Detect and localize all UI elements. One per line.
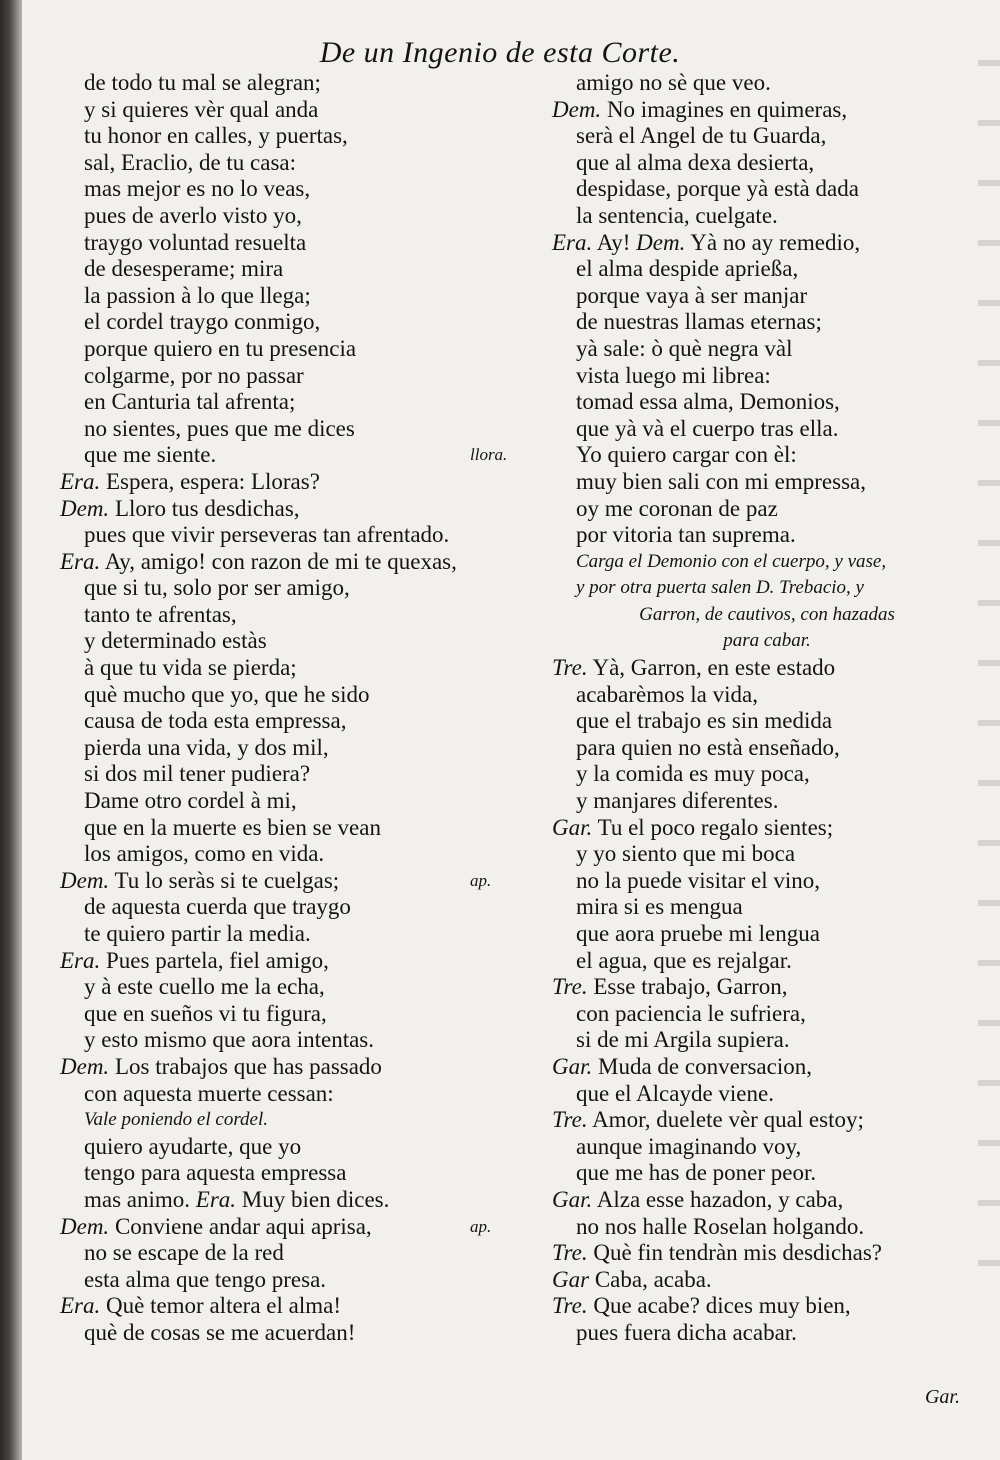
verse-text: Muda de conversacion, — [598, 1053, 812, 1079]
aside-marker: llora. — [470, 445, 508, 465]
verse-line — [60, 336, 530, 363]
verse-line — [552, 1054, 982, 1081]
verse-line — [552, 868, 982, 895]
speaker-label: Dem. — [552, 96, 602, 122]
verse-line — [60, 309, 530, 336]
verse-line — [552, 442, 982, 469]
verse-line — [552, 176, 982, 203]
verse-text: el alma despide aprießa, — [576, 256, 799, 282]
verse-line — [60, 256, 530, 283]
verse-line — [60, 1027, 530, 1054]
verse-text: porque vaya à ser manjar — [576, 282, 808, 308]
verse-text: que en sueños vi tu figura, — [84, 1000, 327, 1026]
verse-text: à que tu vida se pierda; — [84, 655, 297, 681]
verse-line — [552, 496, 982, 523]
verse-text: serà el Angel de tu Guarda, — [576, 123, 827, 149]
speaker-label: Dem. — [636, 229, 686, 255]
verse-text: de nuestras llamas eternas; — [576, 309, 822, 335]
verse-line — [552, 1240, 982, 1267]
verse-text: pues de averlo visto yo, — [84, 202, 302, 228]
verse-line — [60, 549, 530, 576]
verse-text: què mucho que yo, que he sido — [84, 681, 370, 707]
verse-line — [552, 256, 982, 283]
verse-text: mas animo. — [84, 1186, 191, 1212]
verse-line — [60, 655, 530, 682]
verse-text: porque quiero en tu presencia — [84, 335, 357, 361]
verse-text: que me has de poner peor. — [576, 1160, 817, 1186]
verse-text: Carga el Demonio con el cuerpo, y vase, — [576, 550, 887, 572]
verse-line — [60, 1240, 530, 1267]
speaker-label: Era. — [552, 229, 593, 255]
verse-text: colgarme, por no passar — [84, 362, 304, 388]
aside-marker: ap. — [470, 1216, 492, 1236]
verse-line — [552, 921, 982, 948]
verse-text: en Canturia tal afrenta; — [84, 389, 296, 415]
verse-line — [60, 868, 530, 895]
catchword: Gar. — [924, 1386, 960, 1408]
verse-line — [552, 97, 982, 124]
verse-line — [60, 735, 530, 762]
verse-text: què de cosas se me acuerdan! — [84, 1319, 356, 1345]
verse-line — [60, 841, 530, 868]
verse-line — [552, 815, 982, 842]
verse-line — [60, 283, 530, 310]
verse-text: Tu lo seràs si te cuelgas; — [114, 867, 340, 893]
verse-line — [60, 1320, 530, 1347]
running-title: De un Ingenio de esta Corte. — [319, 36, 681, 69]
verse-text: no sientes, pues que me dices — [84, 415, 355, 441]
verse-line — [60, 1001, 530, 1028]
verse-line — [552, 735, 982, 762]
verse-text: tu honor en calles, y puertas, — [84, 123, 348, 149]
verse-text: Amor, duelete vèr qual estoy; — [592, 1107, 864, 1133]
verse-text: traygo voluntad resuelta — [84, 229, 307, 255]
verse-text: que yà và el cuerpo tras ella. — [576, 415, 839, 441]
verse-line — [552, 788, 982, 815]
verse-text: y à este cuello me la echa, — [84, 974, 325, 1000]
verse-line — [552, 230, 982, 257]
verse-line — [60, 974, 530, 1001]
verse-text: si de mi Argila supiera. — [576, 1027, 790, 1053]
verse-line — [60, 894, 530, 921]
verse-text: por vitoria tan suprema. — [576, 522, 796, 548]
verse-text: mira si es mengua — [576, 894, 743, 920]
verse-text: Vale poniendo el cordel. — [84, 1109, 268, 1131]
verse-line — [60, 97, 530, 124]
verse-line — [552, 336, 982, 363]
speaker-label: Dem. — [60, 867, 110, 893]
verse-text: muy bien sali con mi empressa, — [576, 468, 866, 494]
verse-line — [552, 708, 982, 735]
verse-text: y la comida es muy poca, — [576, 761, 810, 787]
verse-line — [60, 123, 530, 150]
stage-direction — [60, 1107, 530, 1134]
verse-line — [552, 469, 982, 496]
speaker-label: Gar. — [552, 1186, 593, 1212]
verse-text: que en la muerte es bien se vean — [84, 814, 381, 840]
verse-line — [552, 1134, 982, 1161]
speaker-label: Era. — [60, 947, 101, 973]
verse-text: la passion à lo que llega; — [84, 282, 311, 308]
speaker-label: Dem. — [60, 495, 110, 521]
verse-line — [60, 815, 530, 842]
verse-line — [552, 1001, 982, 1028]
verse-text: para quien no està enseñado, — [576, 734, 840, 760]
verse-text: si dos mil tener pudiera? — [84, 761, 311, 787]
verse-line — [552, 70, 982, 97]
verse-line — [552, 841, 982, 868]
verse-line — [60, 416, 530, 443]
verse-text: no se escape de la red — [84, 1240, 284, 1266]
verse-line — [552, 363, 982, 390]
verse-text: el cordel traygo conmigo, — [84, 309, 321, 335]
verse-text: que me siente. — [84, 442, 217, 468]
verse-text: vista luego mi librea: — [576, 362, 771, 388]
verse-text: Ay! — [596, 229, 631, 255]
speaker-label: Gar. — [552, 1053, 593, 1079]
verse-text: Caba, acaba. — [594, 1266, 712, 1292]
verse-text: quiero ayudarte, que yo — [84, 1133, 302, 1159]
verse-text: Garron, de cautivos, con hazadas — [639, 603, 895, 625]
verse-text: tengo para aquesta empressa — [84, 1160, 347, 1186]
verse-text: Tu el poco regalo sientes; — [597, 814, 834, 840]
verse-text: Què temor altera el alma! — [106, 1293, 341, 1319]
verse-text: tomad essa alma, Demonios, — [576, 389, 840, 415]
verse-line — [60, 522, 530, 549]
verse-text: y esto mismo que aora intentas. — [84, 1027, 374, 1053]
verse-text: y determinado estàs — [84, 628, 267, 654]
verse-text: sal, Eraclio, de tu casa: — [84, 149, 297, 175]
verse-line — [60, 682, 530, 709]
verse-text: que el trabajo es sin medida — [576, 708, 833, 734]
verse-text: y por otra puerta salen D. Trebacio, y — [576, 577, 864, 599]
verse-text: Conviene andar aqui aprisa, — [114, 1213, 372, 1239]
verse-line — [60, 496, 530, 523]
verse-text: con aquesta muerte cessan: — [84, 1080, 334, 1106]
verse-text: tanto te afrentas, — [84, 601, 237, 627]
verse-text: No imagines en quimeras, — [606, 96, 848, 122]
speaker-label: Tre. — [552, 974, 588, 1000]
page-binding-edge — [0, 0, 22, 1460]
verse-line — [552, 974, 982, 1001]
verse-text: y yo siento que mi boca — [576, 841, 796, 867]
verse-line — [552, 1267, 982, 1294]
verse-text: no nos halle Roselan holgando. — [576, 1213, 865, 1239]
verse-text: Ay, amigo! con razon de mi te quexas, — [104, 548, 457, 574]
verse-line — [60, 176, 530, 203]
verse-line — [60, 230, 530, 257]
speaker-label: Era. — [60, 468, 101, 494]
verse-text: de todo tu mal se alegran; — [84, 70, 321, 95]
verse-text: acabarèmos la vida, — [576, 681, 758, 707]
verse-text: despidase, porque yà està dada — [576, 176, 859, 202]
verse-text: con paciencia le sufriera, — [576, 1000, 806, 1026]
verse-line — [60, 203, 530, 230]
verse-line — [552, 1187, 982, 1214]
stage-direction — [552, 628, 982, 655]
verse-line — [60, 1160, 530, 1187]
verse-text: Espera, espera: Lloras? — [106, 468, 320, 494]
verse-line — [60, 150, 530, 177]
verse-text: no la puede visitar el vino, — [576, 867, 820, 893]
verse-line — [552, 150, 982, 177]
verse-text: pues que vivir perseveras tan afrentado. — [84, 522, 450, 548]
speaker-label: Tre. — [552, 1107, 588, 1133]
verse-text: Yà, Garron, en este estado — [592, 655, 836, 681]
verse-text: la sentencia, cuelgate. — [576, 202, 778, 228]
verse-line — [60, 1293, 530, 1320]
verse-text: amigo no sè que veo. — [576, 70, 771, 95]
verse-line — [552, 203, 982, 230]
verse-line — [60, 628, 530, 655]
verse-line — [60, 1054, 530, 1081]
verse-text: Lloro tus desdichas, — [114, 495, 300, 521]
speaker-label: Dem. — [60, 1213, 110, 1239]
speaker-label: Gar — [552, 1266, 590, 1292]
verse-line — [552, 1293, 982, 1320]
speaker-label: Era. — [195, 1186, 237, 1212]
verse-line — [60, 389, 530, 416]
verse-text: Yo quiero cargar con èl: — [576, 442, 797, 468]
verse-text: Pues partela, fiel amigo, — [106, 947, 329, 973]
verse-line — [60, 921, 530, 948]
verse-line — [60, 788, 530, 815]
verse-line — [552, 416, 982, 443]
verse-text: Yà no ay remedio, — [690, 229, 861, 255]
speaker-label: Tre. — [552, 655, 588, 681]
verse-text: y manjares diferentes. — [576, 788, 779, 814]
verse-text: pierda una vida, y dos mil, — [84, 734, 329, 760]
verse-line — [552, 682, 982, 709]
verse-line — [552, 1027, 982, 1054]
left-column — [60, 70, 530, 1347]
verse-line — [60, 1214, 530, 1241]
verse-text: causa de toda esta empressa, — [84, 708, 347, 734]
verse-line — [60, 70, 530, 97]
verse-text: te quiero partir la media. — [84, 921, 311, 946]
verse-text: para cabar. — [723, 630, 811, 652]
verse-line — [60, 602, 530, 629]
verse-line — [552, 1320, 982, 1347]
verse-text: mas mejor es no lo veas, — [84, 176, 311, 202]
verse-line — [552, 283, 982, 310]
verse-line — [552, 1214, 982, 1241]
verse-line — [60, 442, 530, 469]
verse-line — [552, 948, 982, 975]
verse-line — [552, 894, 982, 921]
verse-line — [552, 123, 982, 150]
verse-text: Alza esse hazadon, y caba, — [596, 1186, 844, 1212]
verse-line — [60, 1081, 530, 1108]
verse-line — [552, 1107, 982, 1134]
verse-line — [552, 1081, 982, 1108]
verse-text: pues fuera dicha acabar. — [576, 1319, 797, 1345]
verse-text: Los trabajos que has passado — [114, 1053, 382, 1079]
verse-line — [60, 575, 530, 602]
verse-text: esta alma que tengo presa. — [84, 1266, 327, 1292]
verse-text: de desesperame; mira — [84, 256, 284, 282]
verse-line — [552, 761, 982, 788]
stage-direction — [552, 602, 982, 629]
verse-line — [552, 309, 982, 336]
stage-direction — [552, 575, 982, 602]
verse-line — [60, 1267, 530, 1294]
verse-line — [552, 389, 982, 416]
verse-line — [60, 948, 530, 975]
verse-text: aunque imaginando voy, — [576, 1133, 802, 1159]
speaker-label: Era. — [60, 1293, 101, 1319]
verse-line — [552, 655, 982, 682]
verse-text: Que acabe? dices muy bien, — [593, 1293, 851, 1319]
aside-marker: ap. — [470, 870, 492, 890]
speaker-label: Tre. — [552, 1240, 588, 1266]
verse-text: yà sale: ò què negra vàl — [576, 335, 793, 361]
verse-text: Dame otro cordel à mi, — [84, 788, 297, 814]
speaker-label: Gar. — [552, 814, 593, 840]
verse-text: Esse trabajo, Garron, — [593, 974, 788, 1000]
verse-line — [552, 1160, 982, 1187]
stage-direction — [552, 549, 982, 576]
verse-line — [60, 708, 530, 735]
verse-text: que al alma dexa desierta, — [576, 149, 815, 175]
verse-text: que el Alcayde viene. — [576, 1080, 774, 1106]
verse-text: y si quieres vèr qual anda — [84, 96, 319, 122]
speaker-label: Dem. — [60, 1053, 110, 1079]
right-column — [552, 70, 982, 1347]
verse-line — [60, 1187, 530, 1214]
verse-line — [60, 469, 530, 496]
verse-text: que si tu, solo por ser amigo, — [84, 575, 350, 601]
verse-line — [60, 1134, 530, 1161]
verse-text: que aora pruebe mi lengua — [576, 921, 820, 946]
verse-text: los amigos, como en vida. — [84, 841, 325, 867]
verse-text: el agua, que es rejalgar. — [576, 947, 792, 973]
verse-line — [60, 761, 530, 788]
verse-text: Què fin tendràn mis desdichas? — [593, 1240, 883, 1266]
verse-line — [552, 522, 982, 549]
speaker-label: Era. — [60, 548, 101, 574]
verse-line — [60, 363, 530, 390]
speaker-label: Tre. — [552, 1293, 588, 1319]
verse-text: de aquesta cuerda que traygo — [84, 894, 351, 920]
verse-text: oy me coronan de paz — [576, 495, 778, 521]
verse-text: Muy bien dices. — [241, 1186, 390, 1212]
